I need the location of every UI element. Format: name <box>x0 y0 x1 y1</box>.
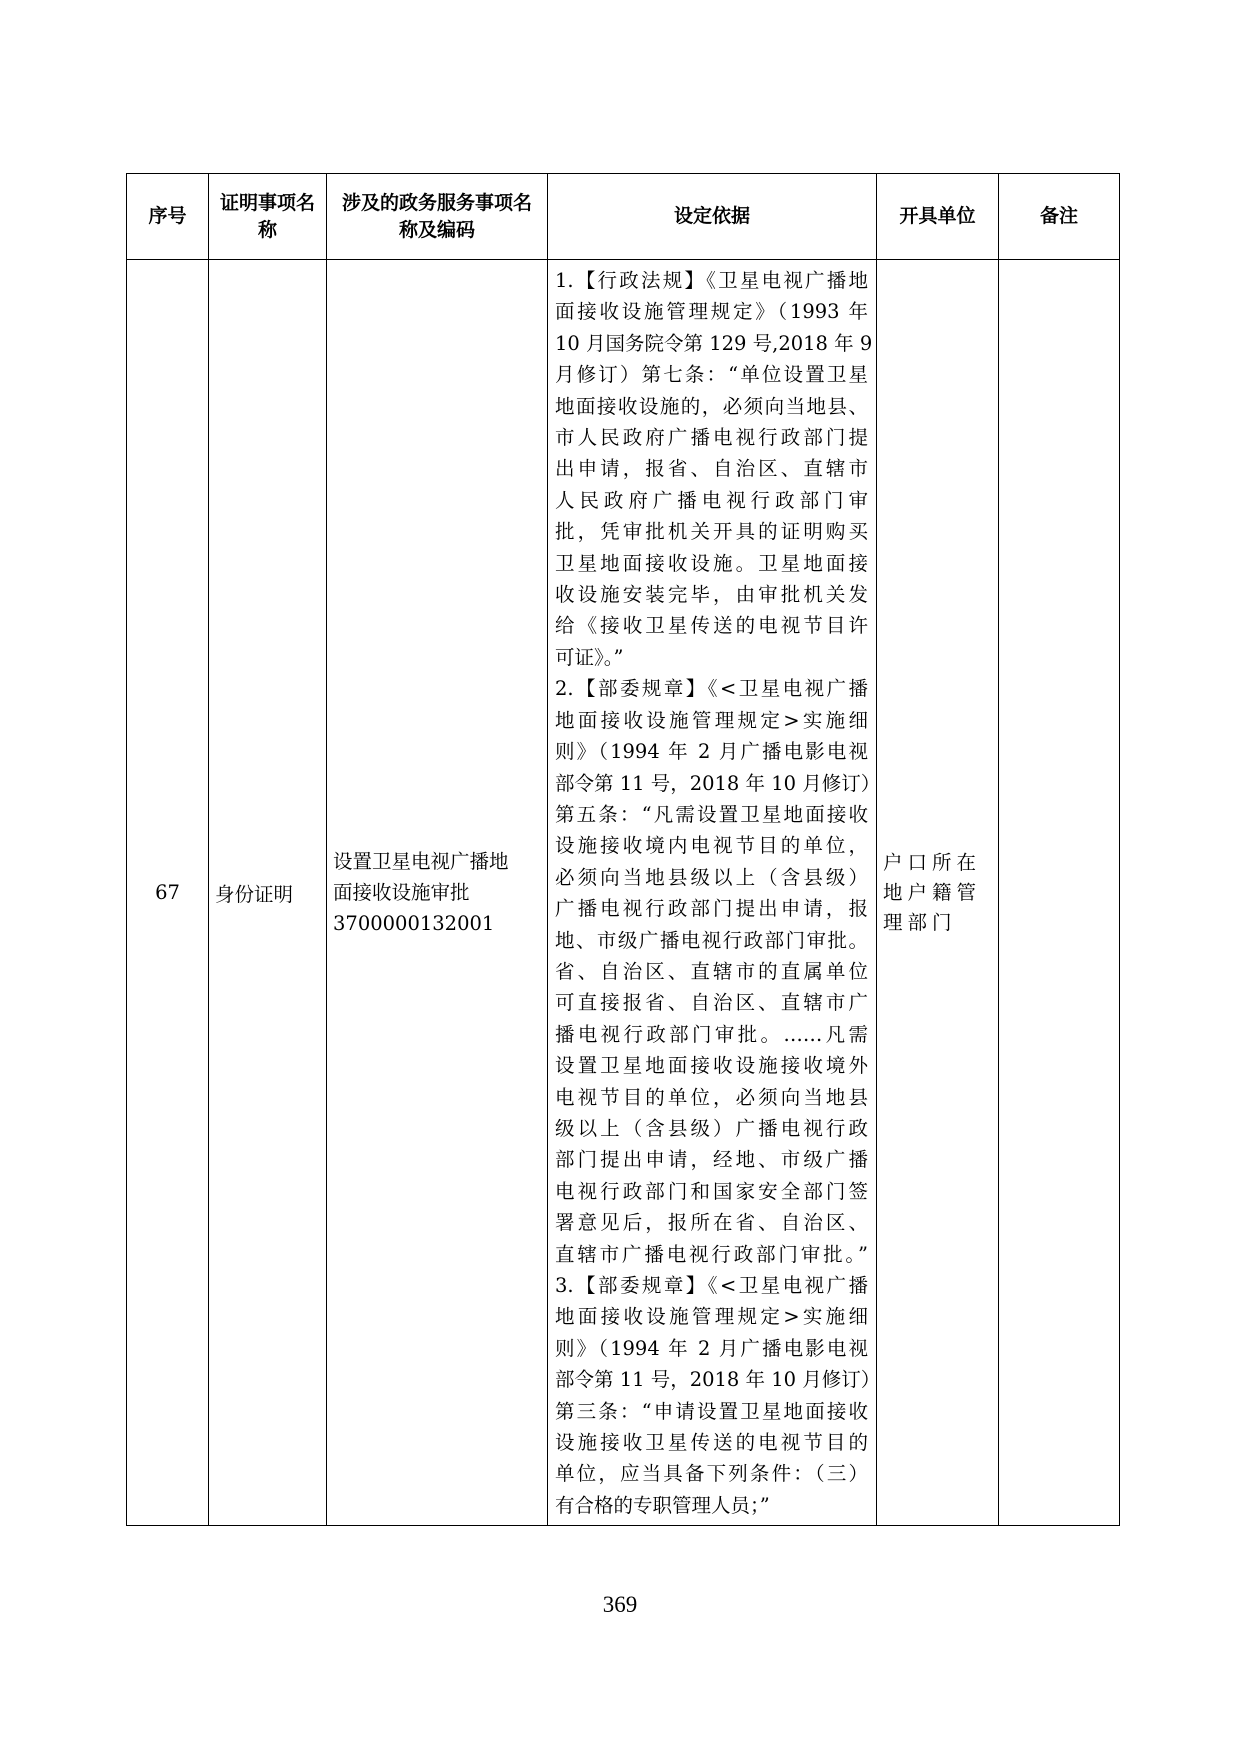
page-number: 369 <box>602 1592 638 1617</box>
basis-line: 单位，应当具备下列条件：（三） <box>555 1462 868 1486</box>
basis-line: 给《接收卫星传送的电视节目许 <box>555 614 868 638</box>
row-issuing-unit <box>877 260 999 1526</box>
issuer-line: 理部门 <box>883 910 957 934</box>
row-certificate-name: 身份证明 <box>209 260 327 1526</box>
service-name-line: 设置卫星电视广播地 <box>333 850 509 874</box>
basis-line: 可直接报省、自治区、直辖市广 <box>555 991 868 1015</box>
basis-line: 收设施安装完毕，由审批机关发 <box>555 583 868 607</box>
basis-line: 10 月国务院令第 129 号,2018 年 9 <box>555 331 873 355</box>
basis-line: 地面接收设施管理规定>实施细 <box>555 1305 868 1329</box>
certification-table <box>126 173 1120 1526</box>
basis-line: 署意见后，报所在省、自治区、 <box>555 1211 868 1235</box>
table-row <box>127 260 1120 1526</box>
basis-line: 面接收设施管理规定》（1993 年 <box>555 300 868 324</box>
issuer-line: 户口所在 <box>883 850 982 874</box>
basis-line: 必须向当地县级以上（含县级） <box>555 865 868 889</box>
header-service-name-code: 涉及的政务服务事项名 称及编码 <box>327 174 548 260</box>
header-legal-basis: 设定依据 <box>548 174 877 260</box>
basis-line: 设施接收境内电视节目的单位， <box>555 834 868 858</box>
basis-line: 播电视行政部门审批。……凡需 <box>555 1022 868 1046</box>
basis-line: 第三条：“申请设置卫星地面接收 <box>555 1399 868 1423</box>
basis-line: 可证》。” <box>555 645 624 669</box>
row-legal-basis <box>548 260 881 1526</box>
header-serial-number: 序号 <box>127 174 209 260</box>
basis-line: 地面接收设施的，必须向当地县、 <box>555 394 868 418</box>
basis-line: 批，凭审批机关开具的证明购买 <box>555 520 868 544</box>
header-remarks: 备注 <box>999 174 1120 260</box>
basis-line: 级以上（含县级）广播电视行政 <box>555 1116 868 1140</box>
basis-line: 2.【部委规章】《<卫星电视广播 <box>555 677 868 701</box>
basis-line: 第五条：“凡需设置卫星地面接收 <box>555 802 868 826</box>
basis-line: 直辖市广播电视行政部门审批。” <box>555 1242 868 1266</box>
row-service-name-code <box>327 260 548 1526</box>
issuer-line: 地户籍管 <box>883 880 982 904</box>
basis-line: 电视行政部门和国家安全部门签 <box>555 1179 868 1203</box>
basis-line: 地、市级广播电视行政部门审批。 <box>555 928 868 952</box>
basis-line: 设施接收卫星传送的电视节目的 <box>555 1431 868 1455</box>
table-header-row <box>127 174 1120 260</box>
basis-line: 部令第 11 号，2018 年 10 月修订） <box>555 771 881 795</box>
basis-line: 广播电视行政部门提出申请，报 <box>555 897 868 921</box>
service-code: 3700000132001 <box>333 912 495 936</box>
basis-line: 3.【部委规章】《<卫星电视广播 <box>555 1274 868 1297</box>
basis-line: 设置卫星地面接收设施接收境外 <box>555 1054 868 1078</box>
basis-line: 地面接收设施管理规定>实施细 <box>555 708 868 732</box>
basis-line: 人民政府广播电视行政部门审 <box>555 488 868 512</box>
basis-line: 则》（1994 年 2 月广播电影电视 <box>555 1336 868 1360</box>
service-name-line: 面接收设施审批 <box>333 881 470 905</box>
basis-line: 卫星地面接收设施。卫星地面接 <box>555 551 868 575</box>
basis-line: 月修订）第七条：“单位设置卫星 <box>555 363 868 387</box>
basis-line: 有合格的专职管理人员；” <box>555 1493 770 1517</box>
basis-line: 部令第 11 号，2018 年 10 月修订） <box>555 1368 881 1392</box>
basis-line: 出申请，报省、自治区、直辖市 <box>555 457 868 481</box>
basis-line: 部门提出申请，经地、市级广播 <box>555 1148 868 1172</box>
basis-line: 则》（1994 年 2 月广播电影电视 <box>555 740 868 764</box>
row-remarks <box>999 260 1120 1526</box>
basis-line: 1.【行政法规】《卫星电视广播地 <box>555 269 868 292</box>
row-serial-number: 67 <box>127 260 209 1526</box>
basis-line: 市人民政府广播电视行政部门提 <box>555 426 868 450</box>
header-issuing-unit: 开具单位 <box>877 174 999 260</box>
header-certificate-name: 证明事项名 称 <box>209 174 327 260</box>
basis-line: 省、自治区、直辖市的直属单位 <box>555 959 868 983</box>
basis-line: 电视节目的单位，必须向当地县 <box>555 1085 868 1109</box>
